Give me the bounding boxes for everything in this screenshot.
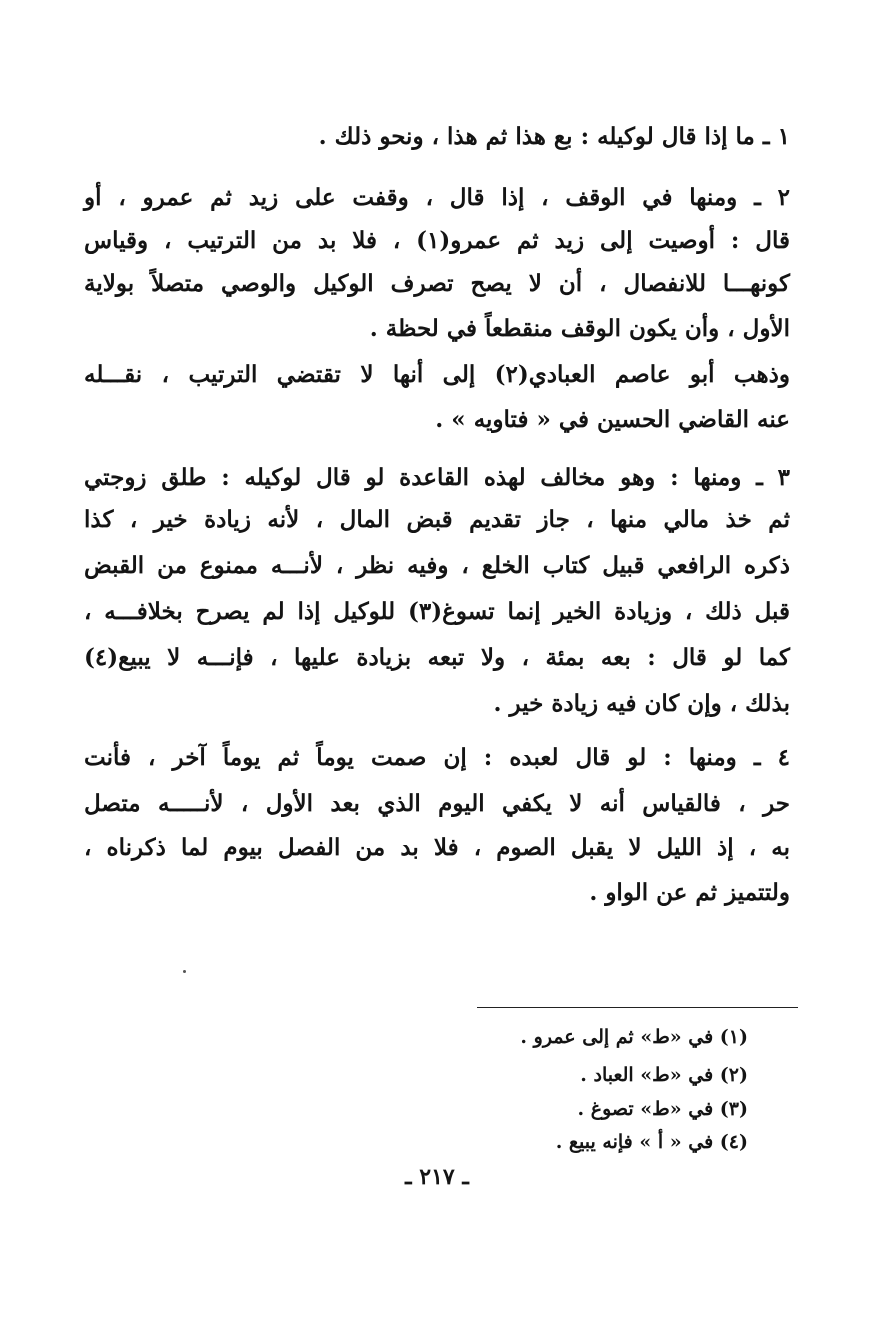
paragraph-1-line-1: ١ ـ ما إذا قال لوكيله : بع هذا ثم هذا ، ونحو ذلك . [318, 123, 790, 150]
paragraph-5-line-2: حر ، فالقياس أنه لا يكفي اليوم الذي بعد الأول ، لأنـــــه متصل [84, 790, 790, 817]
paragraph-3-line-2: عنه القاضي الحسين في « فتاويه » . [435, 406, 790, 433]
paragraph-2-line-1: ٢ ـ ومنها في الوقف ، إذا قال ، وقفت على زيد ثم عمرو ، أو [84, 184, 790, 211]
paragraph-4-line-6: بذلك ، وإن كان فيه زيادة خير . [493, 690, 790, 717]
footnote-4: (٤) في « أ » فإنه يبيع . [555, 1131, 748, 1153]
paragraph-5-line-3: به ، إذ الليل لا يقبل الصوم ، فلا بد من الفصل بيوم لما ذكرناه ، [84, 834, 790, 861]
footnote-2: (٢) في «ط» العباد . [580, 1064, 748, 1086]
paragraph-3-line-1: وذهب أبو عاصم العبادي(٢) إلى أنها لا تقتضي الترتيب ، نقـــله [84, 361, 790, 388]
paragraph-2-line-4: الأول ، وأن يكون الوقف منقطعاً في لحظة . [369, 315, 790, 342]
paragraph-5-line-1: ٤ ـ ومنها : لو قال لعبده : إن صمت يوماً ثم يوماً آخر ، فأنت [84, 744, 790, 771]
paragraph-4-line-2: ثم خذ مالي منها ، جاز تقديم قبض المال ، لأنه زيادة خير ، كذا [84, 506, 790, 533]
paper-speck [183, 970, 186, 973]
paragraph-2-line-3: كونهـــا للانفصال ، أن لا يصح تصرف الوكيل والوصي متصلاً بولاية [84, 270, 790, 297]
paragraph-5-line-4: ولتتميز ثم عن الواو . [589, 879, 790, 906]
paragraph-4-line-1: ٣ ـ ومنها : وهو مخالف لهذه القاعدة لو قال لوكيله : طلق زوجتي [84, 464, 790, 491]
paragraph-4-line-3: ذكره الرافعي قبيل كتاب الخلع ، وفيه نظر ، لأنـــه ممنوع من القبض [84, 552, 790, 579]
footnote-divider [477, 1007, 798, 1008]
paragraph-4-line-4: قبل ذلك ، وزيادة الخير إنما تسوغ(٣) للوكيل إذا لم يصرح بخلافـــه ، [84, 598, 790, 625]
footnote-1: (١) في «ط» ثم إلى عمرو . [520, 1026, 748, 1048]
paragraph-4-line-5: كما لو قال : بعه بمئة ، ولا تبعه بزيادة عليها ، فإنـــه لا يبيع(٤) [84, 644, 790, 671]
footnote-3: (٣) في «ط» تصوغ . [577, 1098, 748, 1120]
page-number: ـ ٢١٧ ـ [405, 1164, 469, 1190]
paragraph-2-line-2: قال : أوصيت إلى زيد ثم عمرو(١) ، فلا بد من الترتيب ، وقياس [84, 227, 790, 254]
